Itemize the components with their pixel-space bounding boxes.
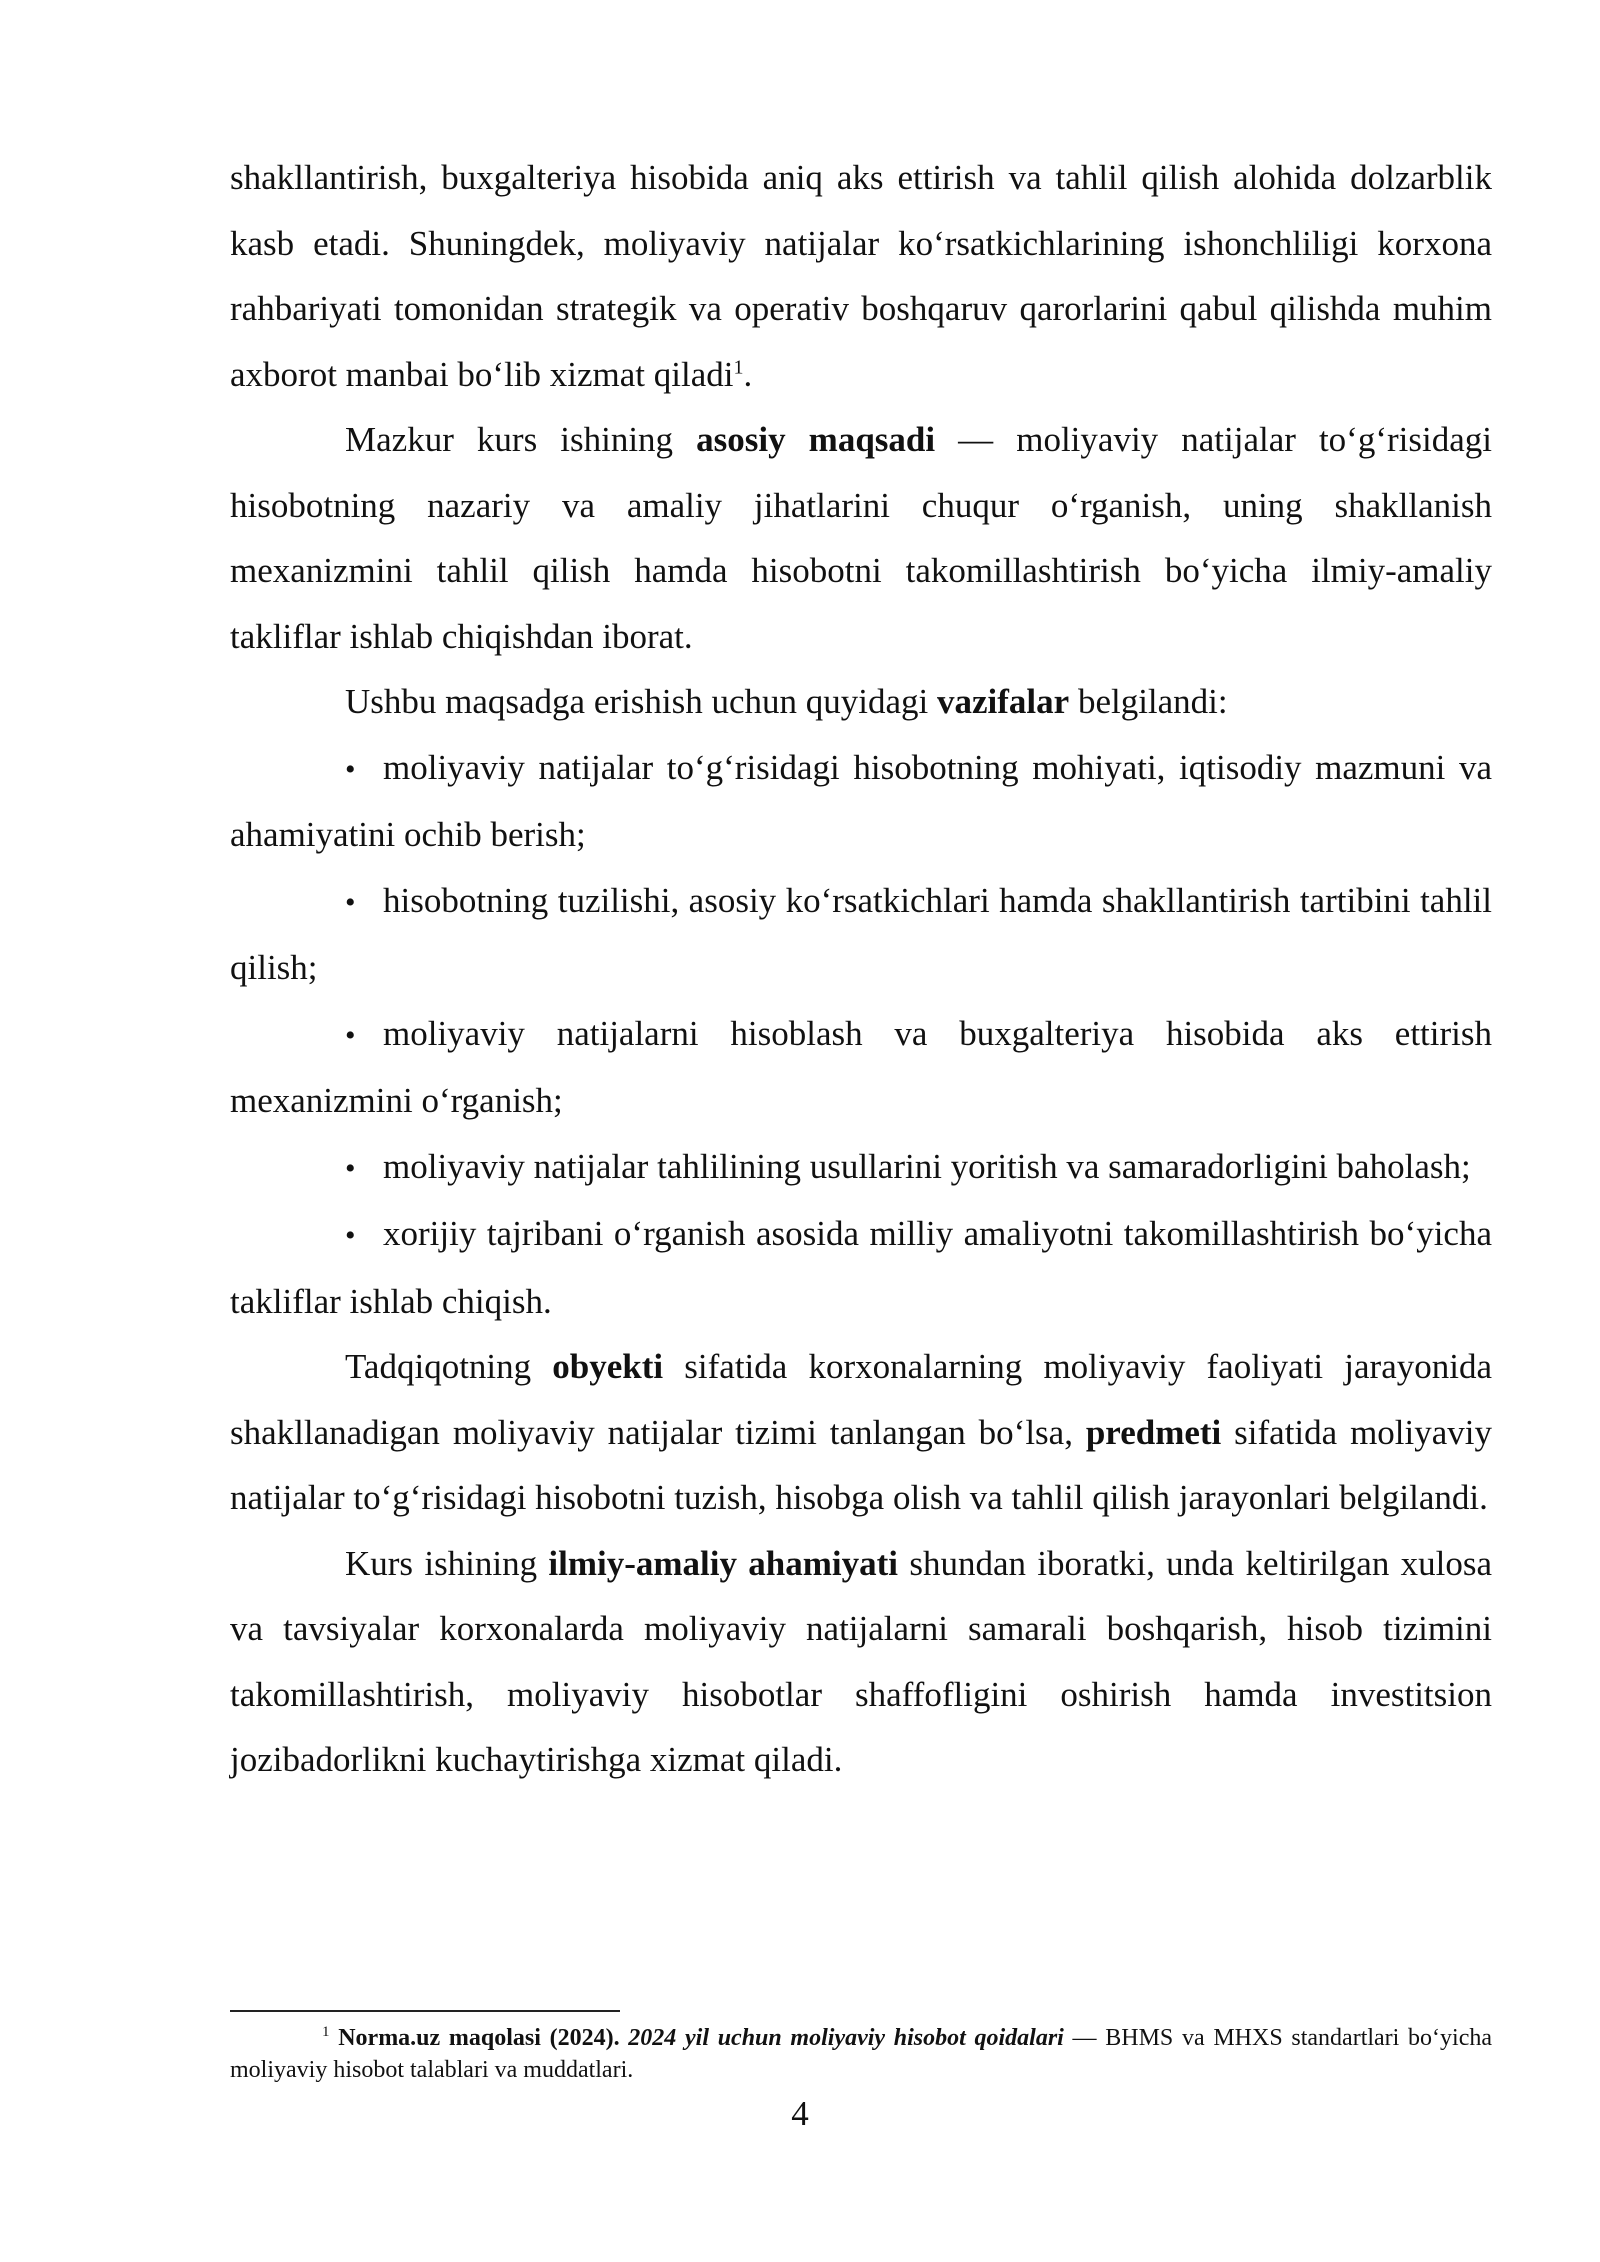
footnote-reference[interactable]: 1 [733, 355, 744, 378]
paragraph-object-subject [230, 1334, 1492, 1531]
significance-text: shundan iboratki, unda keltirilgan xulosa va tavsiyalar korxonalarda moliyaviy natijalarni samarali boshqarish, hisob tizimini takomillashtirish, moliyaviy hisobotlar shaffofligini oshirish hamda investitsion jozibadorlikni kuchaytirishga xizmat qiladi. [230, 1543, 1492, 1779]
bullet-icon: • [345, 1018, 356, 1052]
list-item-text: moliyaviy natijalar tahlilining usullarini yoritish va samaradorligini baholash; [383, 1146, 1471, 1186]
list-item [230, 1134, 1492, 1202]
list-item-text: hisobotning tuzilishi, asosiy ko‘rsatkichlari hamda shakllantirish tartibini tahlil qilish; [230, 880, 1492, 987]
paragraph-tasks-intro [230, 669, 1492, 735]
footnote-title: 2024 yil uchun moliyaviy hisobot qoidalari [628, 2025, 1064, 2051]
goal-text: — moliyaviy natijalar to‘g‘risidagi hisobotning nazariy va amaliy jihatlarini chuqur o‘rganish, uning shakllanish mexanizmini tahlil qilish hamda hisobotni takomillashtirish bo‘yicha ilmiy-amaliy takliflar ishlab chiqishdan iborat. [230, 420, 1492, 656]
page-number: 4 [791, 2094, 809, 2133]
goal-lead: Mazkur kurs ishining [345, 420, 697, 459]
paragraph-text: shakllantirish, buxgalteriya hisobida aniq aks ettirish va tahlil qilish alohida dolzarblik kasb etadi. Shuningdek, moliyaviy natijalar ko‘rsatkichlarining ishonchliligi korxona rahbariyati tomonidan strategik va operativ boshqaruv qarorlarini qabul qilishda muhim axborot manbai bo‘lib xizmat qiladi [230, 158, 1492, 394]
paragraph-significance [230, 1531, 1492, 1793]
footnote-number: 1 [322, 2024, 330, 2040]
goal-term: asosiy maqsadi [696, 420, 936, 459]
tasks-term: vazifalar [937, 682, 1070, 721]
list-item-text: xorijiy tajribani o‘rganish asosida milliy amaliyotni takomillashtirish bo‘yicha takliflar ishlab chiqish. [230, 1214, 1492, 1321]
footnote-source: Norma.uz maqolasi (2024). [338, 2025, 620, 2051]
footnote-separator [230, 2010, 620, 2012]
document-page [230, 145, 1492, 1793]
list-item [230, 735, 1492, 868]
bullet-icon: • [345, 752, 356, 786]
significance-term: ilmiy-amaliy ahamiyati [548, 1543, 899, 1583]
subject-term: predmeti [1085, 1412, 1222, 1452]
tasks-list [230, 735, 1492, 1335]
bullet-icon: • [345, 1151, 356, 1185]
list-item [230, 1201, 1492, 1334]
paragraph-intro-continuation [230, 145, 1492, 407]
object-term: obyekti [552, 1347, 664, 1386]
tasks-tail: belgilandi: [1069, 682, 1228, 721]
bullet-icon: • [345, 1219, 356, 1252]
list-item-text: moliyaviy natijalarni hisoblash va buxgalteriya hisobida aks ettirish mexanizmini o‘rganish; [230, 1013, 1492, 1120]
list-item [230, 868, 1492, 1001]
paragraph-end: . [743, 354, 753, 394]
footnote [230, 2022, 1492, 2086]
list-item [230, 1001, 1492, 1134]
object-text: sifatida korxonalarning moliyaviy faoliyati jarayonida shakllanadigan moliyaviy natijalar tizimi tanlangan bo‘lsa, [230, 1347, 1492, 1452]
paragraph-goal [230, 407, 1492, 669]
significance-lead: Kurs ishining [345, 1543, 549, 1583]
subject-text: sifatida moliyaviy natijalar to‘g‘risidagi hisobotni tuzish, hisobga olish va tahlil qilish jarayonlari belgilandi. [230, 1412, 1493, 1517]
footnote-text: — BHMS va MHXS standartlari bo‘yicha moliyaviy hisobot talablari va muddatlari. [230, 2025, 1493, 2083]
tasks-lead: Ushbu maqsadga erishish uchun quyidagi [345, 682, 937, 721]
object-lead: Tadqiqotning [345, 1347, 553, 1386]
bullet-icon: • [345, 885, 356, 919]
list-item-text: moliyaviy natijalar to‘g‘risidagi hisobotning mohiyati, iqtisodiy mazmuni va ahamiyatini ochib berish; [230, 747, 1492, 854]
